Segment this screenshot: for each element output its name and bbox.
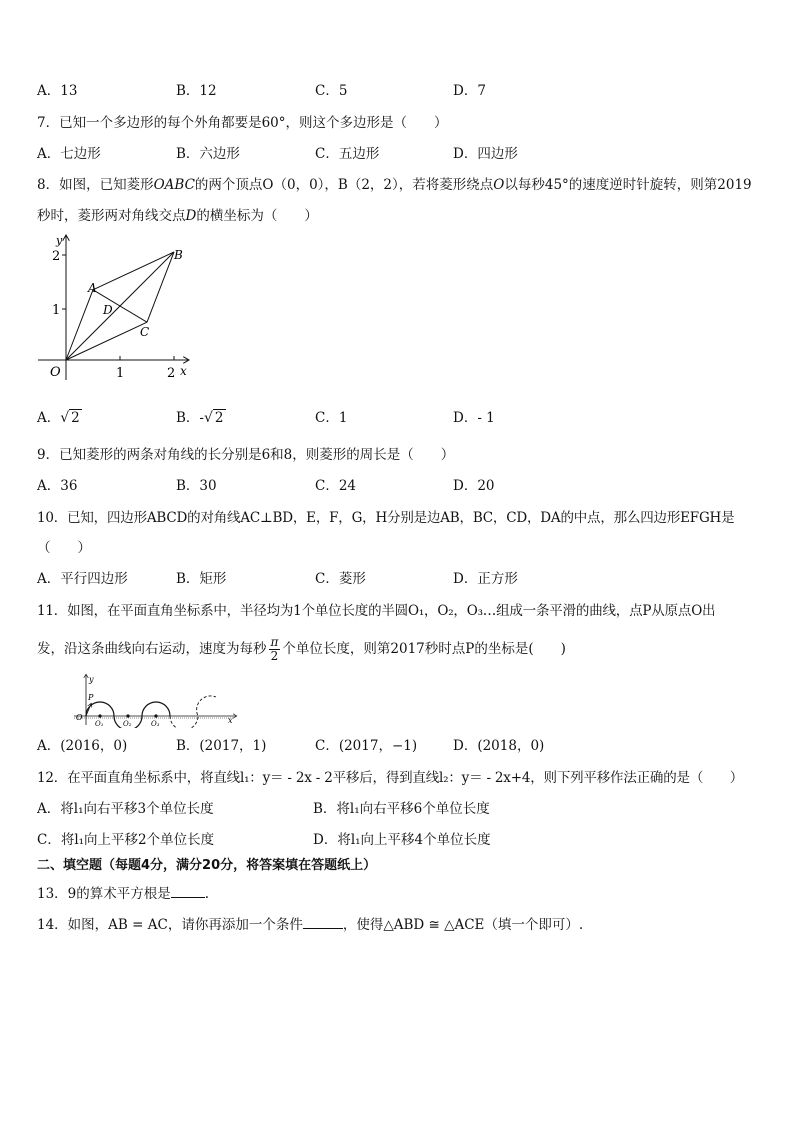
q8-point-d: D xyxy=(185,208,197,224)
x-axis-label: x xyxy=(228,716,233,725)
q12-option-d[interactable]: D．将l₁向上平移4个单位长度 xyxy=(313,832,491,848)
y-axis-label: y xyxy=(56,234,63,247)
q12-option-a[interactable]: A．将l₁向右平移3个单位长度 xyxy=(37,801,214,817)
q8-option-d[interactable]: D．- 1 xyxy=(453,410,495,426)
section-heading-fill-in: 二、填空题（每题4分，满分20分，将答案填在答题纸上） xyxy=(37,858,377,873)
q8-rhombus-figure xyxy=(36,232,196,384)
q10-options xyxy=(37,569,757,589)
q12-options-row2 xyxy=(37,830,757,850)
q14-question xyxy=(37,914,583,935)
tick-label-y1: 1 xyxy=(52,303,61,318)
q14-text: 14．如图，AB = AC，请你再添加一个条件 xyxy=(37,917,303,933)
point-b-label: B xyxy=(174,248,183,262)
q8-option-b[interactable]: B．-√ 2 xyxy=(176,410,224,426)
q11-option-a[interactable]: A．(2016，0) xyxy=(37,738,128,754)
dashed-curve xyxy=(170,696,216,728)
sqrt-radicand: 2 xyxy=(71,410,80,426)
q10-option-c[interactable]: C．菱形 xyxy=(315,571,366,587)
q7-question: 7．已知一个多边形的每个外角都要是60°，则这个多边形是（ ） xyxy=(37,115,448,131)
fraction-denominator: 2 xyxy=(270,649,279,663)
q9-option-a[interactable]: A．36 xyxy=(37,478,78,494)
q10-option-d[interactable]: D．正方形 xyxy=(453,571,518,587)
q8-shape-name: OABC xyxy=(153,177,195,193)
q7-option-d[interactable]: D．四边形 xyxy=(453,146,518,162)
q8-question-line1 xyxy=(37,175,752,195)
q12-option-c[interactable]: C．将l₁向上平移2个单位长度 xyxy=(37,832,215,848)
point-p-label: P xyxy=(88,693,94,702)
q11-option-d[interactable]: D．(2018，0) xyxy=(453,738,545,754)
answer-blank[interactable] xyxy=(303,914,343,929)
q11-question-line2 xyxy=(37,632,566,666)
q8-text: 8．如图，已知菱形 xyxy=(37,177,154,193)
q9-option-b[interactable]: B．30 xyxy=(176,478,217,494)
q11-options xyxy=(37,736,757,756)
q12-question: 12．在平面直角坐标系中，将直线l₁：y＝ - 2x - 2平移后，得到直线l₂：y＝ - 2x+4，则下列平移作法正确的是（ ） xyxy=(37,770,744,786)
q9-option-d[interactable]: D．20 xyxy=(453,478,495,494)
q7-option-b[interactable]: B．六边形 xyxy=(176,146,240,162)
origin-label: O xyxy=(50,365,61,380)
q8-text: 秒时，菱形两对角线交点 xyxy=(37,208,186,224)
q6-options xyxy=(37,81,757,101)
q8-text: 以每秒45°的速度逆时针旋转，则第2019 xyxy=(504,177,752,193)
q9-option-c[interactable]: C．24 xyxy=(315,478,357,494)
q10-option-b[interactable]: B．矩形 xyxy=(176,571,227,587)
answer-blank[interactable] xyxy=(171,883,205,898)
tick-label-x1: 1 xyxy=(116,366,125,381)
q13-question xyxy=(37,883,209,904)
q7-options xyxy=(37,144,757,164)
q6-option-b[interactable]: B．12 xyxy=(176,83,217,99)
q6-option-d[interactable]: D．7 xyxy=(453,83,486,99)
q11-question-line1: 11．如图，在平面直角坐标系中，半径均为1个单位长度的半圆O₁，O₂，O₃…组成一条平滑的曲线，点P从原点O出 xyxy=(37,603,716,619)
q10-option-a[interactable]: A．平行四边形 xyxy=(37,571,128,587)
o2-label: O₂ xyxy=(123,720,132,728)
q12-options-row1 xyxy=(37,799,757,819)
q12-option-b[interactable]: B．将l₁向右平移6个单位长度 xyxy=(313,801,490,817)
q8-text: 若将菱形绕点 xyxy=(412,177,494,193)
origin-label: O xyxy=(76,713,83,722)
tick-label-x2: 2 xyxy=(167,366,176,381)
q10-question-line2: （ ） xyxy=(37,540,91,556)
fraction-numerator: π xyxy=(270,635,279,649)
q7-option-a[interactable]: A．七边形 xyxy=(37,146,101,162)
q11-option-c[interactable]: C．(2017，−1) xyxy=(315,738,418,754)
q8-point-o2: O xyxy=(493,177,505,193)
point-c-label: C xyxy=(140,325,150,339)
point-d-label: D xyxy=(103,303,113,317)
q9-question: 9．已知菱形的两条对角线的长分别是6和8，则菱形的周长是（ ） xyxy=(37,447,455,463)
q9-options xyxy=(37,476,757,496)
q10-question-line1: 10．已知，四边形ABCD的对角线AC⊥BD，E，F，G，H分别是边AB，BC，CD，DA的中点，那么四边形EFGH是 xyxy=(37,510,735,526)
x-axis-label: x xyxy=(180,364,187,378)
q11-text: 发，沿这条曲线向右运动，速度为每秒 xyxy=(37,641,267,657)
q11-semicircle-figure xyxy=(64,673,246,728)
q8-option-a[interactable]: A．√ 2 xyxy=(37,410,80,426)
q8-question-line2 xyxy=(37,206,318,226)
q8-text: 的横坐标为（ ） xyxy=(196,208,318,224)
q8-point-b: B（2，2）， xyxy=(337,177,413,193)
speed-fraction xyxy=(269,636,281,663)
q11-option-b[interactable]: B．(2017，1) xyxy=(176,738,267,754)
q13-text: . xyxy=(204,886,210,902)
q8-option-c[interactable]: C．1 xyxy=(315,410,348,426)
q11-text: 个单位长度，则第2017秒时点P的坐标是( ) xyxy=(282,641,566,657)
sqrt-radicand: 2 xyxy=(214,410,224,426)
option-letter: A． xyxy=(37,410,61,426)
q6-option-c[interactable]: C．5 xyxy=(315,83,348,99)
diagonal-ac xyxy=(93,290,147,322)
option-letter: B．- xyxy=(176,410,204,426)
q6-option-a[interactable]: A．13 xyxy=(37,83,78,99)
q8-options xyxy=(37,408,757,428)
y-axis-label: y xyxy=(89,675,94,684)
tick-label-y2: 2 xyxy=(52,249,61,264)
point-a-label: A xyxy=(88,281,97,295)
q13-text: 13．9的算术平方根是 xyxy=(37,886,171,902)
q7-option-c[interactable]: C．五边形 xyxy=(315,146,380,162)
q8-point-o: O（0，0）， xyxy=(262,177,338,193)
q14-text: ，使得△ABD ≅ △ACE（填一个即可）. xyxy=(342,917,584,933)
o3-label: O₃ xyxy=(151,720,160,728)
q8-text: 的两个顶点 xyxy=(194,177,263,193)
o1-label: O₁ xyxy=(95,720,104,728)
